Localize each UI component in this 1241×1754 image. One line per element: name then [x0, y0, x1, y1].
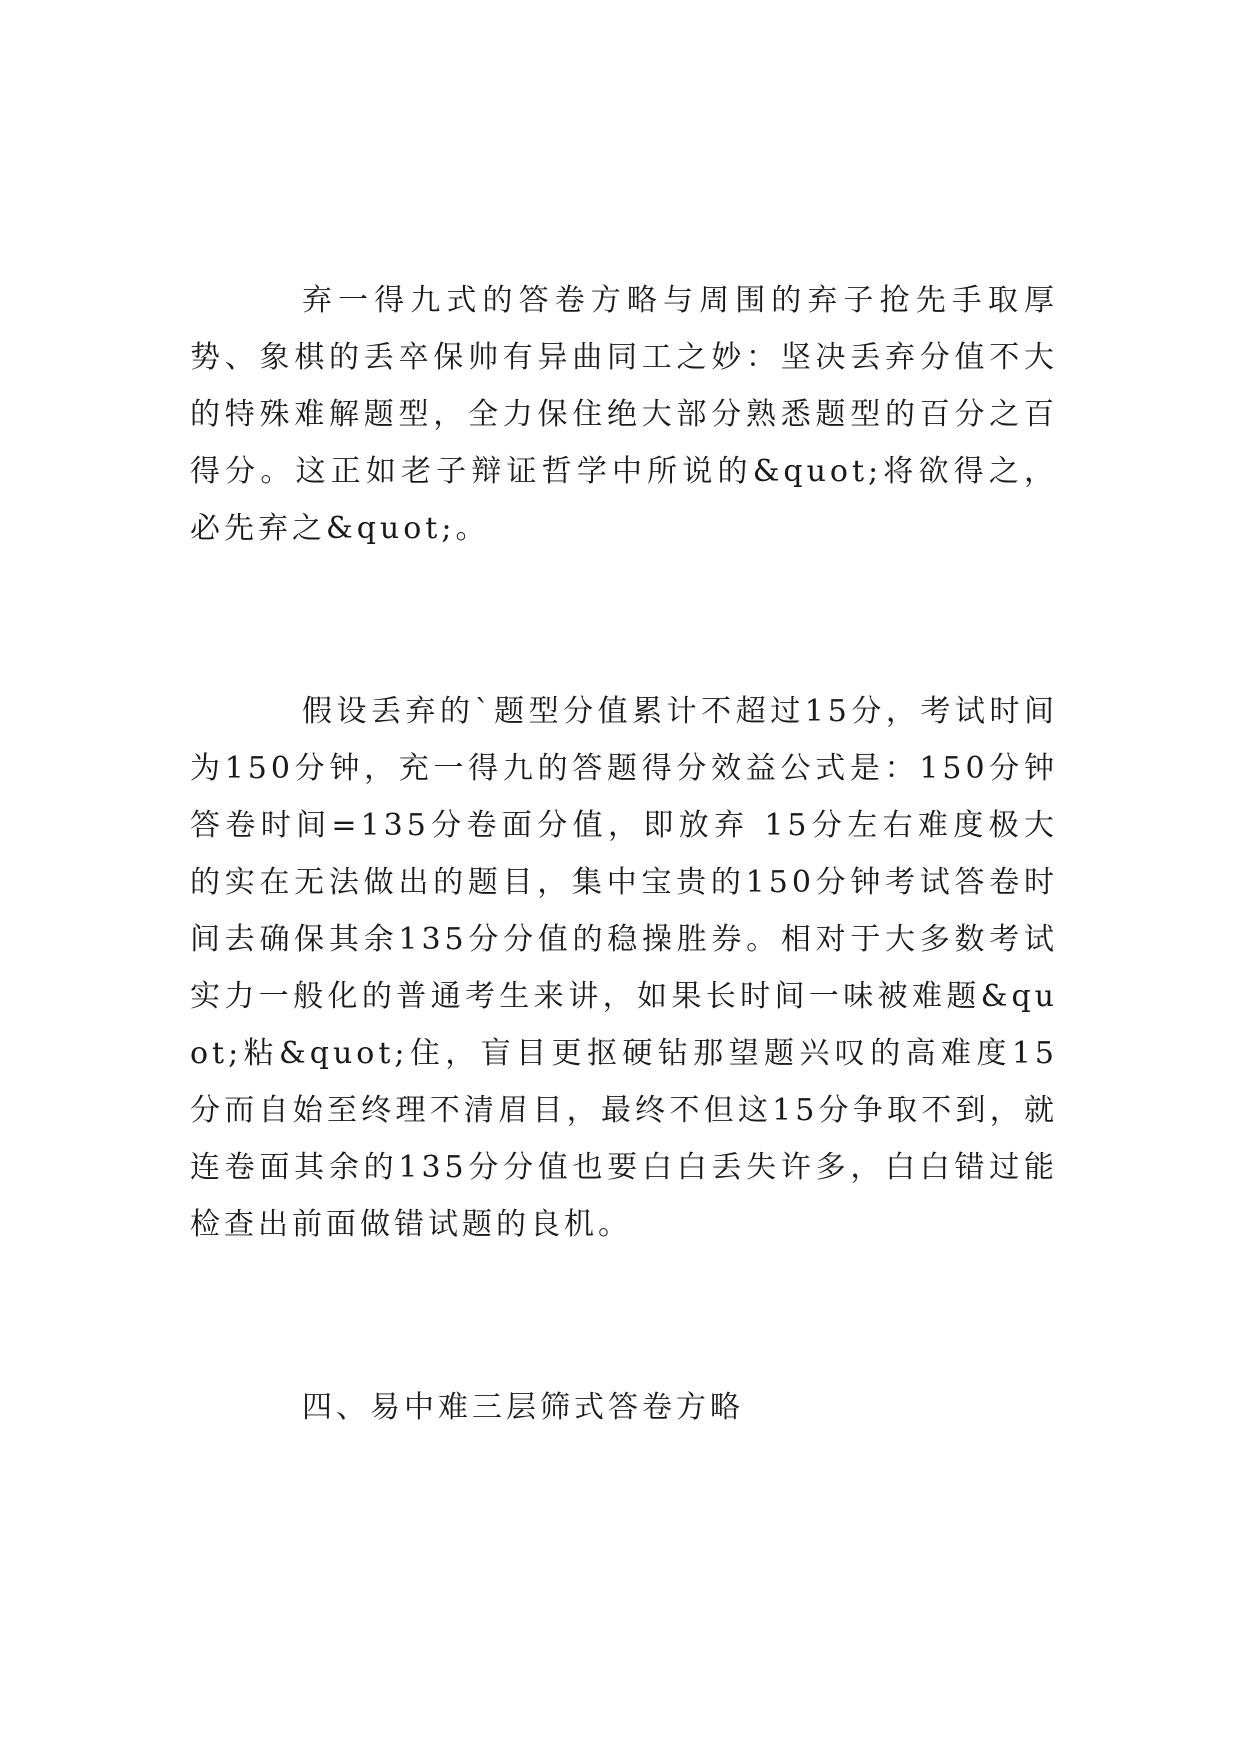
section-heading: 四、易中难三层筛式答卷方略: [302, 1390, 744, 1425]
paragraph-score-formula: 假设丢弃的`题型分值累计不超过15分，考试时间为150分钟，充一得九的答题得分效益公式是：150分钟答卷时间=135分卷面分值，即放弃 15分左右难度极大的实在无法做出的题目，集中宝贵的150分钟考试答卷时间去确保其余135分分值的稳操胜券。相对于大多数考试实力一般化的普通考生来讲，如果长时间一味被难题&quot;粘&quot;住，盲目更抠硬钻那望题兴叹的高难度15分而自始至终理不清眉目，最终不但这15分争取不到，就连卷面其余的135分分值也要白白丢失许多，白白错过能检查出前面做错试题的良机。: [190, 694, 1058, 1242]
paragraph-abandon-strategy: 弃一得九式的答卷方略与周围的弃子抢先手取厚势、象棋的丢卒保帅有异曲同工之妙：坚决丢弃分值不大的特殊难解题型，全力保住绝大部分熟悉题型的百分之百得分。这正如老子辩证哲学中所说的&quot;将欲得之，必先弃之&quot;。: [190, 283, 1058, 546]
